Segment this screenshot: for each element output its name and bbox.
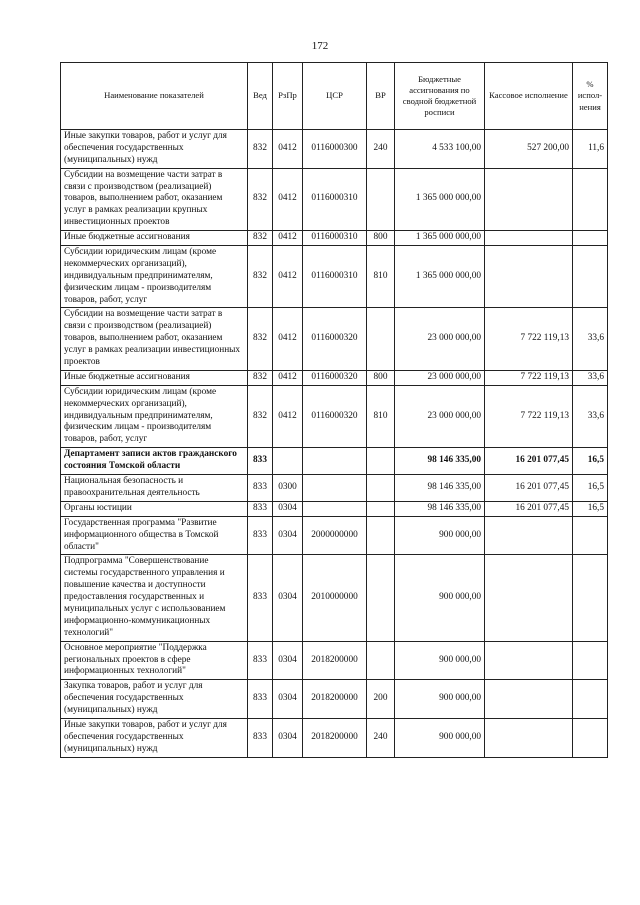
table-row: [61, 516, 608, 555]
table-row: [61, 718, 608, 757]
table-row: [61, 168, 608, 230]
page-number: 172: [311, 40, 329, 52]
column-header-name: Наименование показателей: [61, 63, 248, 130]
cell-vr: 810: [367, 246, 395, 308]
table-row: [61, 308, 608, 370]
cell-csr: 2018200000: [303, 718, 367, 757]
cell-ved: 832: [248, 308, 273, 370]
cell-rzpr: 0300: [273, 475, 303, 502]
cell-ved: 833: [248, 680, 273, 719]
cell-budget: 900 000,00: [395, 555, 485, 641]
cell-csr: 0116000310: [303, 246, 367, 308]
cell-vr: 240: [367, 130, 395, 169]
cell-budget: 900 000,00: [395, 680, 485, 719]
cell-cash: [485, 168, 573, 230]
cell-cash: [485, 231, 573, 246]
cell-pct: [573, 718, 608, 757]
cell-name: Субсидии юридическим лицам (кроме некоммерческих организаций), индивидуальным предпринимателям, физическим лицам - производителям товаров, работ, услуг: [61, 246, 248, 308]
cell-cash: [485, 516, 573, 555]
column-header-budget: Бюджетные ассигнования по сводной бюджетной росписи: [395, 63, 485, 130]
cell-budget: 23 000 000,00: [395, 385, 485, 447]
cell-csr: 2018200000: [303, 641, 367, 680]
cell-ved: 833: [248, 516, 273, 555]
table-row: [61, 130, 608, 169]
cell-ved: 832: [248, 130, 273, 169]
cell-cash: 527 200,00: [485, 130, 573, 169]
cell-pct: [573, 555, 608, 641]
cell-name: Основное мероприятие "Поддержка региональных проектов в сфере информационных технологий": [61, 641, 248, 680]
cell-budget: 23 000 000,00: [395, 370, 485, 385]
cell-name: Государственная программа "Развитие информационного общества в Томской области": [61, 516, 248, 555]
cell-vr: [367, 641, 395, 680]
table-row: [61, 501, 608, 516]
table-row: [61, 231, 608, 246]
cell-csr: [303, 475, 367, 502]
cell-name: Иные бюджетные ассигнования: [61, 370, 248, 385]
cell-cash: 16 201 077,45: [485, 475, 573, 502]
cell-cash: [485, 718, 573, 757]
cell-budget: 1 365 000 000,00: [395, 231, 485, 246]
cell-vr: 810: [367, 385, 395, 447]
cell-rzpr: 0304: [273, 680, 303, 719]
cell-pct: [573, 516, 608, 555]
cell-rzpr: 0412: [273, 231, 303, 246]
cell-csr: 2018200000: [303, 680, 367, 719]
cell-pct: [573, 168, 608, 230]
cell-pct: [573, 231, 608, 246]
cell-vr: [367, 501, 395, 516]
cell-ved: 832: [248, 231, 273, 246]
cell-vr: [367, 308, 395, 370]
cell-name: Закупка товаров, работ и услуг для обеспечения государственных (муниципальных) нужд: [61, 680, 248, 719]
cell-csr: 0116000320: [303, 385, 367, 447]
cell-rzpr: 0412: [273, 246, 303, 308]
cell-rzpr: 0412: [273, 370, 303, 385]
cell-cash: [485, 246, 573, 308]
cell-ved: 832: [248, 246, 273, 308]
cell-budget: 1 365 000 000,00: [395, 246, 485, 308]
cell-csr: 0116000310: [303, 231, 367, 246]
cell-pct: 16,5: [573, 501, 608, 516]
cell-name: Национальная безопасность и правоохранительная деятельность: [61, 475, 248, 502]
cell-ved: 832: [248, 385, 273, 447]
cell-rzpr: 0412: [273, 385, 303, 447]
cell-ved: 833: [248, 501, 273, 516]
cell-ved: 832: [248, 168, 273, 230]
cell-rzpr: 0304: [273, 718, 303, 757]
cell-csr: 2010000000: [303, 555, 367, 641]
cell-ved: 833: [248, 448, 273, 475]
cell-name: Субсидии юридическим лицам (кроме некоммерческих организаций), индивидуальным предпринимателям, физическим лицам - производителям товаров, работ, услуг: [61, 385, 248, 447]
cell-pct: [573, 641, 608, 680]
cell-name: Иные закупки товаров, работ и услуг для обеспечения государственных (муниципальных) нужд: [61, 130, 248, 169]
cell-cash: [485, 555, 573, 641]
table-row: [61, 385, 608, 447]
cell-rzpr: 0304: [273, 501, 303, 516]
cell-rzpr: [273, 448, 303, 475]
cell-csr: 0116000320: [303, 370, 367, 385]
cell-cash: [485, 680, 573, 719]
table-row: [61, 641, 608, 680]
column-header-rzpr: РзПр: [273, 63, 303, 130]
cell-budget: 900 000,00: [395, 718, 485, 757]
cell-budget: 98 146 335,00: [395, 501, 485, 516]
cell-pct: 33,6: [573, 385, 608, 447]
cell-name: Иные закупки товаров, работ и услуг для обеспечения государственных (муниципальных) нужд: [61, 718, 248, 757]
cell-csr: 0116000310: [303, 168, 367, 230]
cell-name: Субсидии на возмещение части затрат в связи с производством (реализацией) товаров, выполнением работ, оказанием услуг в рамках реализации крупных инвестиционных проектов: [61, 168, 248, 230]
cell-cash: 7 722 119,13: [485, 385, 573, 447]
cell-budget: 23 000 000,00: [395, 308, 485, 370]
table-row: [61, 370, 608, 385]
cell-csr: 0116000320: [303, 308, 367, 370]
cell-rzpr: 0412: [273, 130, 303, 169]
cell-vr: 200: [367, 680, 395, 719]
cell-rzpr: 0304: [273, 641, 303, 680]
cell-cash: 7 722 119,13: [485, 370, 573, 385]
cell-cash: 7 722 119,13: [485, 308, 573, 370]
cell-vr: [367, 516, 395, 555]
cell-csr: [303, 448, 367, 475]
column-header-pct: % испол-нения: [573, 63, 608, 130]
cell-rzpr: 0412: [273, 308, 303, 370]
column-header-csr: ЦСР: [303, 63, 367, 130]
cell-budget: 98 146 335,00: [395, 448, 485, 475]
budget-execution-table: [60, 62, 608, 758]
cell-vr: [367, 168, 395, 230]
cell-cash: [485, 641, 573, 680]
cell-pct: 16,5: [573, 448, 608, 475]
cell-budget: 900 000,00: [395, 641, 485, 680]
cell-vr: [367, 448, 395, 475]
cell-csr: [303, 501, 367, 516]
cell-rzpr: 0412: [273, 168, 303, 230]
cell-vr: [367, 475, 395, 502]
cell-name: Иные бюджетные ассигнования: [61, 231, 248, 246]
table-row: [61, 448, 608, 475]
column-header-cash: Кассовое исполнение: [485, 63, 573, 130]
cell-pct: 33,6: [573, 370, 608, 385]
cell-budget: 900 000,00: [395, 516, 485, 555]
cell-ved: 833: [248, 641, 273, 680]
cell-vr: 800: [367, 370, 395, 385]
table-body: [61, 130, 608, 758]
cell-csr: 2000000000: [303, 516, 367, 555]
cell-vr: [367, 555, 395, 641]
table-row: [61, 555, 608, 641]
cell-pct: 16,5: [573, 475, 608, 502]
cell-budget: 4 533 100,00: [395, 130, 485, 169]
cell-ved: 833: [248, 555, 273, 641]
cell-csr: 0116000300: [303, 130, 367, 169]
column-header-vr: ВР: [367, 63, 395, 130]
cell-pct: [573, 246, 608, 308]
cell-rzpr: 0304: [273, 516, 303, 555]
cell-pct: [573, 680, 608, 719]
cell-cash: 16 201 077,45: [485, 501, 573, 516]
cell-cash: 16 201 077,45: [485, 448, 573, 475]
cell-name: Субсидии на возмещение части затрат в связи с производством (реализацией) товаров, выполнением работ, оказанием услуг в рамках реализации инвестиционных проектов: [61, 308, 248, 370]
cell-name: Органы юстиции: [61, 501, 248, 516]
table-row: [61, 246, 608, 308]
cell-ved: 833: [248, 718, 273, 757]
cell-name: Департамент записи актов гражданского состояния Томской области: [61, 448, 248, 475]
cell-ved: 832: [248, 370, 273, 385]
cell-budget: 98 146 335,00: [395, 475, 485, 502]
cell-rzpr: 0304: [273, 555, 303, 641]
table-row: [61, 680, 608, 719]
table-header-row: [61, 63, 608, 130]
cell-budget: 1 365 000 000,00: [395, 168, 485, 230]
cell-pct: 11,6: [573, 130, 608, 169]
cell-pct: 33,6: [573, 308, 608, 370]
column-header-ved: Вед: [248, 63, 273, 130]
cell-ved: 833: [248, 475, 273, 502]
cell-name: Подпрограмма "Совершенствование системы государственного управления и повышение качества и доступности предоставления государственных и муниципальных услуг с использованием информационно-коммуникационных технологий": [61, 555, 248, 641]
cell-vr: 240: [367, 718, 395, 757]
table-row: [61, 475, 608, 502]
cell-vr: 800: [367, 231, 395, 246]
